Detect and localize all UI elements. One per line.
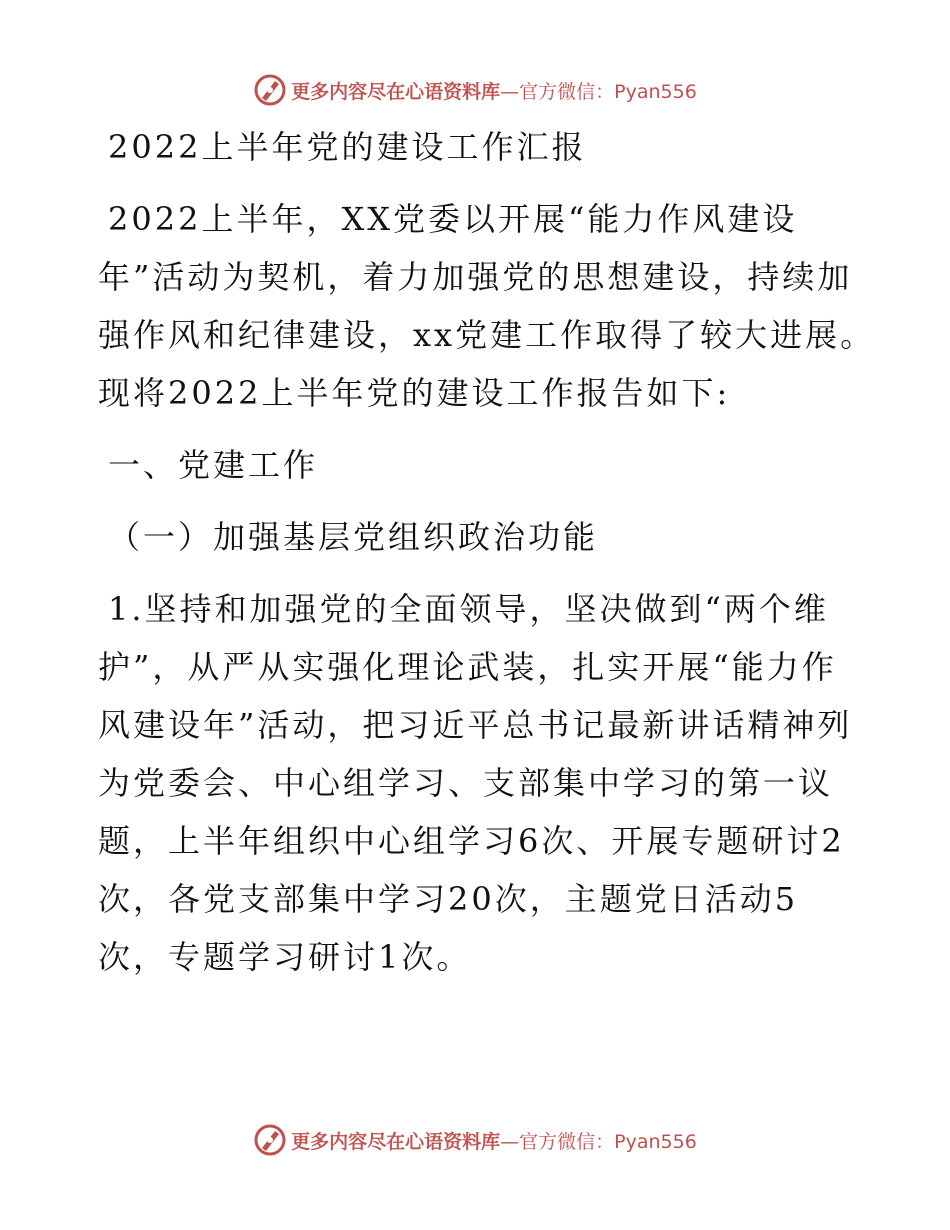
watermark-text — [291, 1127, 697, 1154]
watermark-dash: — — [500, 1130, 520, 1153]
intro-line-2: 年”活动为契机，着力加强党的思想建设，持续加 — [98, 258, 853, 296]
section-heading: 一、党建工作 — [108, 446, 319, 484]
intro-line-4: 现将2022上半年党的建设工作报告如下: — [98, 374, 731, 412]
item1-line-4: 为党委会、中心组学习、支部集中学习的第一议 — [98, 764, 834, 802]
item1-line-6: 次，各党支部集中学习20次，主题党日活动5 — [98, 880, 799, 918]
watermark-dash: — — [500, 80, 520, 103]
item1-line-3: 风建设年”活动，把习近平总书记最新讲话精神列 — [98, 706, 853, 744]
item1-line-2: 护”，从严从实强化理论武装，扎实开展“能力作 — [98, 648, 837, 686]
watermark-banner-top — [0, 70, 950, 110]
pen-logo-icon — [253, 1123, 287, 1157]
watermark-wechat-text: 官方微信：Pyan556 — [519, 1130, 697, 1153]
subsection-heading: （一）加强基层党组织政治功能 — [108, 518, 599, 556]
watermark-text — [291, 77, 697, 104]
watermark-banner-bottom — [0, 1120, 950, 1160]
item1-line-5: 题，上半年组织中心组学习6次、开展专题研讨2 — [98, 822, 845, 860]
item1-line-7: 次，专题学习研讨1次。 — [98, 938, 472, 976]
item1-line-1: 1.坚持和加强党的全面领导，坚决做到“两个维 — [108, 590, 829, 628]
watermark-wechat-text: 官方微信：Pyan556 — [519, 80, 697, 103]
document-body — [98, 118, 876, 986]
watermark-site-text: 更多内容尽在心语资料库 — [291, 1130, 501, 1153]
watermark-site-text: 更多内容尽在心语资料库 — [291, 80, 501, 103]
document-title: 2022上半年党的建设工作汇报 — [108, 128, 587, 166]
intro-line-3: 强作风和纪律建设，xx党建工作取得了较大进展。 — [98, 316, 876, 354]
intro-line-1: 2022上半年，XX党委以开展“能力作风建设 — [108, 200, 798, 238]
pen-logo-icon — [253, 73, 287, 107]
